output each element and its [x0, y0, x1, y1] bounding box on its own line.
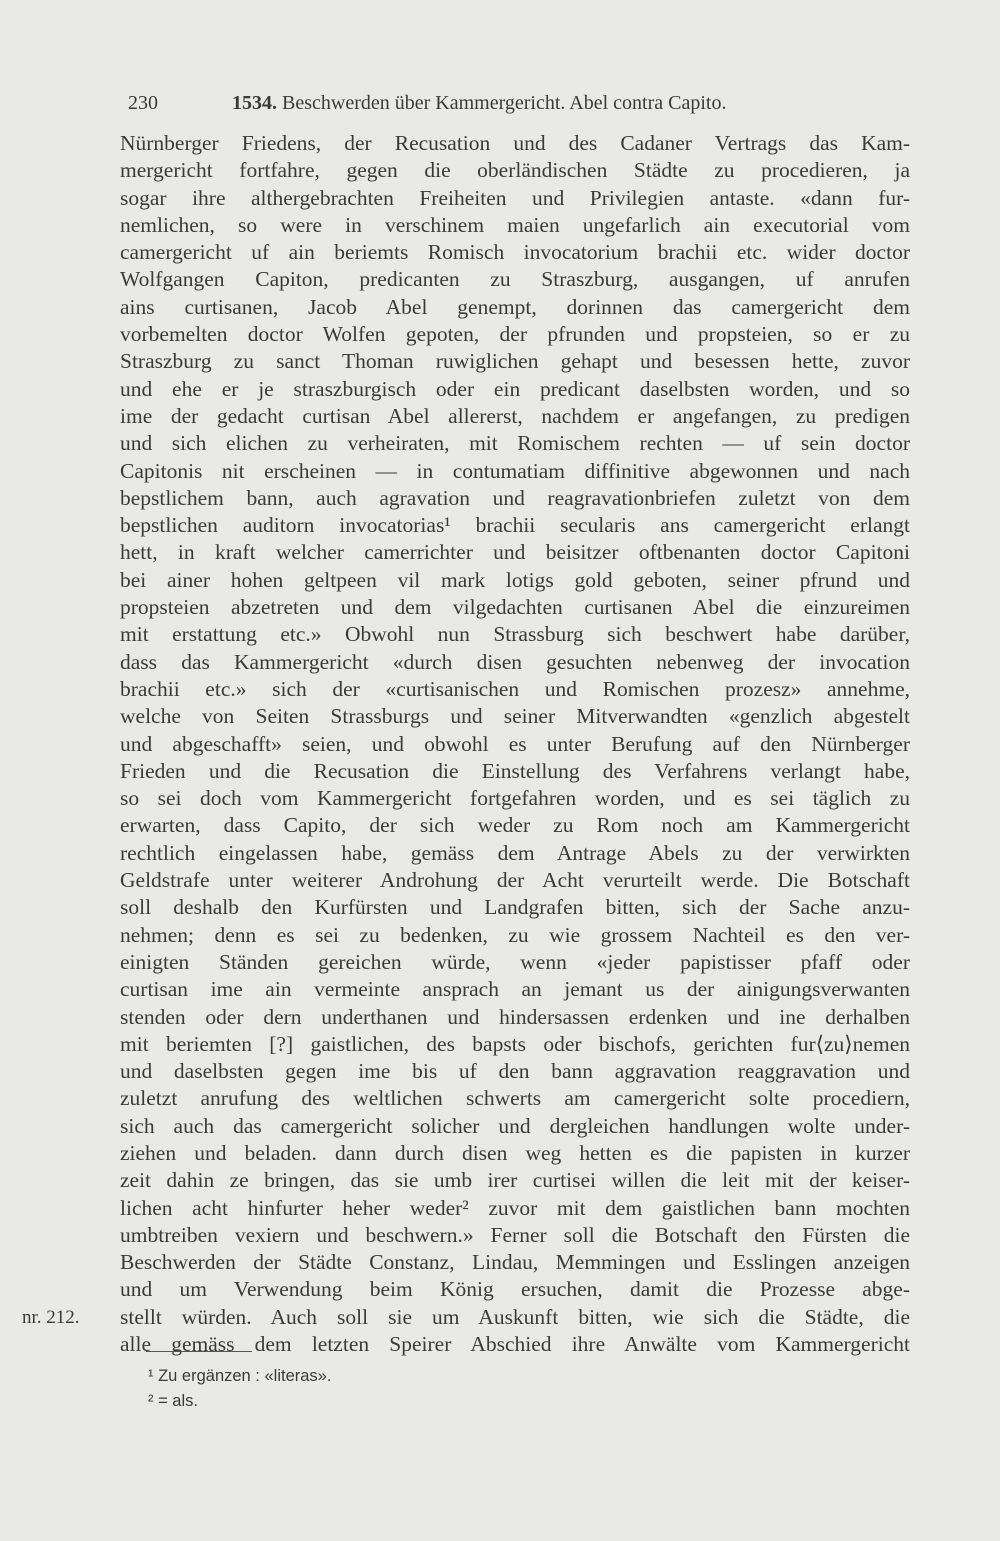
text-line: vorbemelten doctor Wolfen gepoten, der pfrunden und propsteien, so er zu [120, 322, 910, 347]
margin-note: nr. 212. [22, 1307, 80, 1328]
text-line: und daselbsten gegen ime bis uf den bann aggravation reaggravation und [120, 1059, 910, 1084]
text-line: und sich elichen zu verheiraten, mit Romischem rechten — uf sein doctor [120, 431, 910, 456]
text-line: stenden oder dern underthanen und hindersassen erdenken und ine derhalben [120, 1004, 910, 1029]
text-line: Nürnberger Friedens, der Recusation und des Cadaner Vertrags das Kam- [120, 131, 910, 155]
text-line: mit beriemten [?] gaistlichen, des bapsts oder bischofs, gerichten fur⟨zu⟩nemen [120, 1031, 910, 1056]
running-head [232, 86, 726, 120]
text-line: Capitonis nit erscheinen — in contumatiam diffinitive abgewonnen und nach [120, 458, 910, 483]
running-head-year: 1534. [232, 92, 277, 114]
text-line: dass das Kammergericht «durch disen gesuchten nebenweg der invocation [120, 649, 910, 674]
text-line: bei ainer hohen geltpeen vil mark lotigs gold geboten, seiner pfrund und [120, 567, 910, 592]
text-line: rechtlich eingelassen habe, gemäss dem Antrage Abels zu der verwirkten [120, 840, 910, 865]
text-line: ains curtisanen, Jacob Abel genempt, dorinnen das camergericht dem [120, 294, 910, 319]
running-head-title: Beschwerden über Kammergericht. Abel contra Capito. [282, 92, 727, 114]
text-line: welche von Seiten Strassburgs und seiner Mitverwandten «genzlich abgestelt [120, 704, 910, 729]
text-line: und abgeschafft» seien, und obwohl es unter Berufung auf den Nürnberger [120, 731, 910, 756]
text-line: zeit dahin ze bringen, das sie umb irer curtisei willen die leit mit der keiser- [120, 1168, 910, 1193]
text-line: curtisan ime ain vermeinte ansprach an jemant us der ainigungsverwanten [120, 977, 910, 1002]
text-line: Beschwerden der Städte Constanz, Lindau, Memmingen und Esslingen anzeigen [120, 1250, 910, 1275]
text-line: mergericht fortfahre, gegen die oberländischen Städte zu procedieren, ja [120, 158, 910, 183]
text-line: so sei doch vom Kammergericht fortgefahren worden, und es sei täglich zu [120, 786, 910, 811]
text-line: und ehe er je straszburgisch oder ein predicant daselbsten worden, und so [120, 376, 910, 401]
text-line: ziehen und beladen. dann durch disen weg hetten es die papisten in kurzer [120, 1140, 910, 1165]
text-line: soll deshalb den Kurfürsten und Landgrafen bitten, sich der Sache anzu- [120, 895, 910, 920]
text-line: erwarten, dass Capito, der sich weder zu Rom noch am Kammergericht [120, 813, 910, 838]
text-line: Frieden und die Recusation die Einstellung des Verfahrens verlangt habe, [120, 758, 910, 783]
text-line: nehmen; denn es sei zu bedenken, zu wie grossem Nachteil es den ver- [120, 922, 910, 947]
text-line: brachii etc.» sich der «curtisanischen und Romischen prozesz» annehme, [120, 676, 910, 701]
text-line: nemlichen, so were in verschinem maien ungefarlich ain executorial vom [120, 212, 910, 237]
text-line: bepstlichem bann, auch agravation und reagravationbriefen zuletzt von dem [120, 485, 910, 510]
footnote-rule [146, 1351, 252, 1352]
text-line: stellt würden. Auch soll sie um Auskunft bitten, wie sich die Städte, die [120, 1304, 910, 1329]
text-line: umbtreiben vexiern und beschwern.» Ferner soll die Botschaft den Fürsten die [120, 1222, 910, 1247]
text-line: zuletzt anrufung des weltlichen schwerts am camergericht solte procediern, [120, 1086, 910, 1111]
footnotes [148, 1364, 331, 1414]
text-line: bepstlichen auditorn invocatorias¹ brachii secularis ans camergericht erlangt [120, 513, 910, 538]
text-line: propsteien abzetreten und dem vilgedachten curtisanen Abel die einzureimen [120, 595, 910, 620]
text-line: lichen acht hinfurter heher weder² zuvor mit dem gaistlichen bann mochten [120, 1195, 910, 1220]
text-line: alle gemäss dem letzten Speirer Abschied ihre Anwälte vom Kammergericht [120, 1332, 910, 1357]
text-line: und um Verwendung beim König ersuchen, damit die Prozesse abge- [120, 1277, 910, 1302]
text-line: Geldstrafe unter weiterer Androhung der Acht verurteilt werde. Die Botschaft [120, 868, 910, 893]
text-line: einigten Ständen gereichen würde, wenn «jeder papistisser pfaff oder [120, 949, 910, 974]
page-header [128, 86, 918, 120]
text-line: Straszburg zu sanct Thoman ruwiglichen gehapt und besessen hette, zuvor [120, 349, 910, 374]
text-line: hett, in kraft welcher camerrichter und beisitzer oftbenanten doctor Capitoni [120, 540, 910, 565]
footnote: ¹ Zu ergänzen : «literas». [148, 1367, 332, 1385]
text-line: sogar ihre althergebrachten Freiheiten und Privilegien antaste. «dann fur- [120, 185, 910, 210]
page-number: 230 [128, 92, 158, 114]
body-text [120, 130, 910, 1358]
text-line: camergericht uf ain beriemts Romisch invocatorium brachii etc. wider doctor [120, 240, 910, 265]
text-line: sich auch das camergericht solicher und dergleichen handlungen wolte under- [120, 1113, 910, 1138]
text-line: ime der gedacht curtisan Abel allererst, nachdem er angefangen, zu predigen [120, 403, 910, 428]
text-line: mit erstattung etc.» Obwohl nun Strassburg sich beschwert habe darüber, [120, 622, 910, 647]
footnote: ² = als. [148, 1392, 198, 1410]
text-line: Wolfgangen Capiton, predicanten zu Straszburg, ausgangen, uf anrufen [120, 267, 910, 292]
